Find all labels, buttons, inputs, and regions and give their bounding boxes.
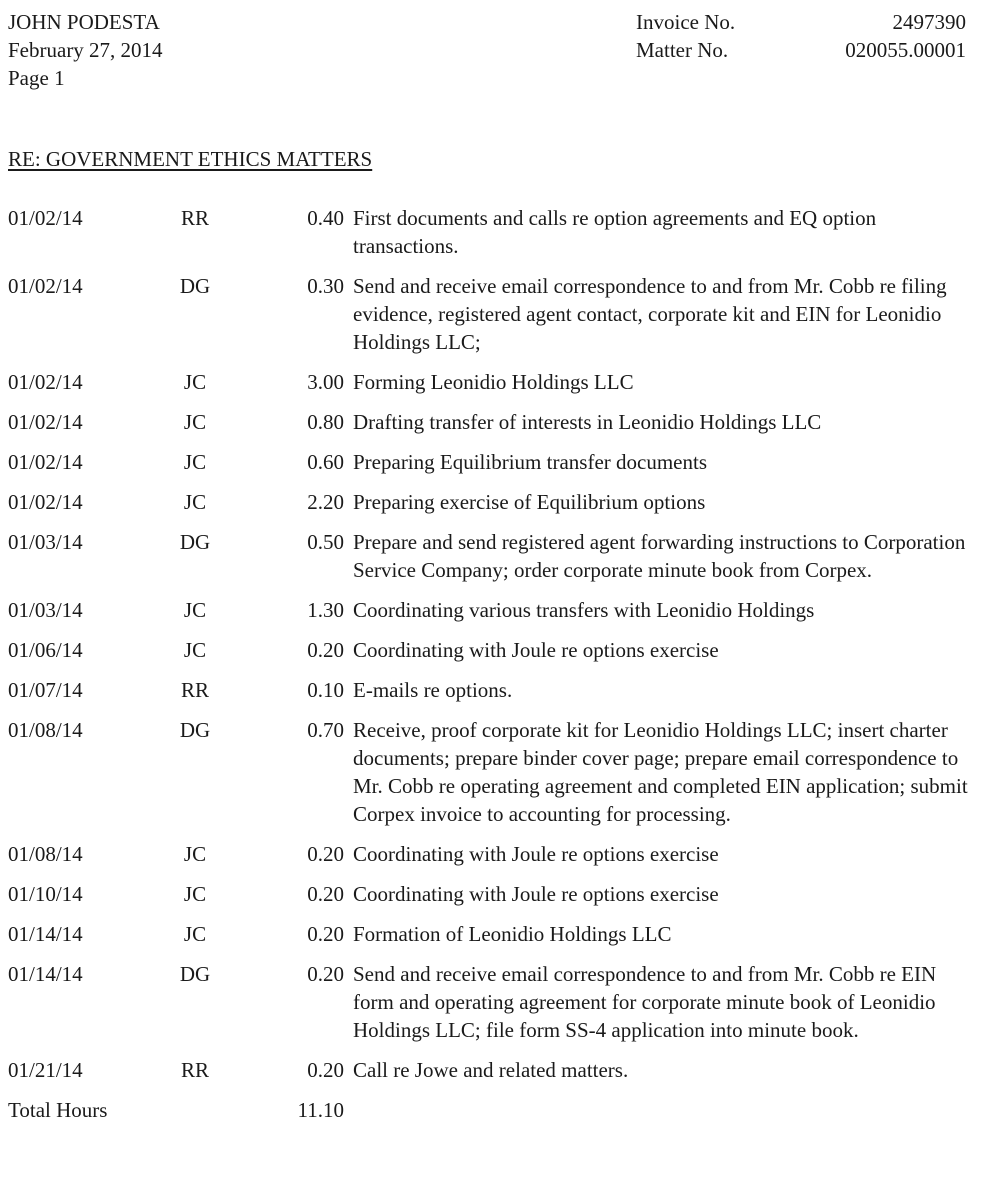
- entry-hours: 0.80: [307, 410, 344, 434]
- invoice-number-row: [636, 8, 966, 36]
- time-entry: [0, 488, 996, 516]
- entry-hours: 1.30: [307, 598, 344, 622]
- time-entry: [0, 408, 996, 436]
- entry-date: 01/02/14: [8, 410, 83, 434]
- entry-hours: 0.20: [307, 842, 344, 866]
- entry-initials: RR: [180, 206, 209, 230]
- entry-initials: JC: [183, 490, 207, 514]
- entry-date: 01/08/14: [8, 718, 83, 742]
- time-entry: [0, 636, 996, 664]
- page-number: Page 1: [8, 66, 65, 90]
- entry-description: Formation of Leonidio Holdings LLC: [353, 922, 672, 946]
- time-entry: [0, 528, 996, 584]
- entry-hours: 3.00: [307, 370, 344, 394]
- invoice-number-value: 2497390: [892, 10, 966, 34]
- entry-date: 01/07/14: [8, 678, 83, 702]
- entry-date: 01/14/14: [8, 962, 83, 986]
- entry-hours: 0.20: [307, 962, 344, 986]
- time-entry: [0, 960, 996, 1044]
- time-entry: [0, 676, 996, 704]
- entry-date: 01/02/14: [8, 206, 83, 230]
- entry-initials: JC: [183, 638, 207, 662]
- entry-hours: 0.50: [307, 530, 344, 554]
- invoice-number-label: Invoice No.: [636, 10, 736, 34]
- entry-hours: 0.40: [307, 206, 344, 230]
- client-header: [8, 8, 163, 92]
- total-hours-row: [0, 1096, 996, 1124]
- invoice-date: February 27, 2014: [8, 38, 163, 62]
- entry-description: Coordinating with Joule re options exercise: [353, 638, 719, 662]
- entry-initials: JC: [183, 370, 207, 394]
- time-entry: [0, 880, 996, 908]
- entry-description: Preparing exercise of Equilibrium options: [353, 490, 706, 514]
- entry-description: Coordinating with Joule re options exercise: [353, 842, 719, 866]
- entry-date: 01/10/14: [8, 882, 83, 906]
- entry-initials: JC: [183, 598, 207, 622]
- entry-initials: JC: [183, 842, 207, 866]
- entry-description: Receive, proof corporate kit for Leonidio Holdings LLC; insert charter documents; prepare binder cover page; prepare email correspondence to Mr. Cobb re operating agreement and completed EIN application; submit Corpex invoice to accounting for processing.: [353, 718, 968, 826]
- entry-hours: 0.20: [307, 922, 344, 946]
- entry-date: 01/14/14: [8, 922, 83, 946]
- entry-hours: 0.10: [307, 678, 344, 702]
- entry-initials: DG: [179, 530, 211, 554]
- entry-date: 01/06/14: [8, 638, 83, 662]
- entry-hours: 0.20: [307, 882, 344, 906]
- entry-date: 01/21/14: [8, 1058, 83, 1082]
- entry-initials: JC: [183, 450, 207, 474]
- entry-date: 01/08/14: [8, 842, 83, 866]
- time-entries: [0, 204, 996, 1124]
- entry-initials: DG: [179, 718, 211, 742]
- matter-number-label: Matter No.: [636, 38, 729, 62]
- entry-description: Coordinating various transfers with Leonidio Holdings: [353, 598, 815, 622]
- entry-initials: JC: [183, 922, 207, 946]
- entry-initials: DG: [179, 274, 211, 298]
- time-entry: [0, 596, 996, 624]
- total-hours-value: 11.10: [297, 1098, 344, 1122]
- invoice-reference: [636, 8, 966, 64]
- entry-date: 01/02/14: [8, 370, 83, 394]
- entry-description: Forming Leonidio Holdings LLC: [353, 370, 634, 394]
- entry-date: 01/02/14: [8, 274, 83, 298]
- entry-hours: 0.30: [307, 274, 344, 298]
- time-entry: [0, 840, 996, 868]
- entry-hours: 0.20: [307, 1058, 344, 1082]
- entry-description: Drafting transfer of interests in Leonidio Holdings LLC: [353, 410, 822, 434]
- entry-description: Prepare and send registered agent forwarding instructions to Corporation Service Company; order corporate minute book from Corpex.: [353, 530, 966, 582]
- entry-hours: 2.20: [307, 490, 344, 514]
- time-entry: [0, 716, 996, 828]
- entry-date: 01/03/14: [8, 598, 83, 622]
- client-name: JOHN PODESTA: [8, 10, 160, 34]
- matter-number-value: 020055.00001: [845, 38, 966, 62]
- entry-date: 01/03/14: [8, 530, 83, 554]
- entry-date: 01/02/14: [8, 450, 83, 474]
- entry-initials: RR: [180, 1058, 209, 1082]
- time-entry: [0, 1056, 996, 1084]
- entry-description: Send and receive email correspondence to and from Mr. Cobb re EIN form and operating agreement for corporate minute book of Leonidio Holdings LLC; file form SS-4 application into minute book.: [353, 962, 937, 1042]
- entry-initials: JC: [183, 882, 207, 906]
- entry-hours: 0.20: [307, 638, 344, 662]
- entry-description: Call re Jowe and related matters.: [353, 1058, 629, 1082]
- matter-title: RE: GOVERNMENT ETHICS MATTERS: [8, 147, 373, 171]
- entry-description: Send and receive email correspondence to and from Mr. Cobb re filing evidence, registered agent contact, corporate kit and EIN for Leonidio Holdings LLC;: [353, 274, 947, 354]
- time-entry: [0, 448, 996, 476]
- matter-number-row: [636, 36, 966, 64]
- time-entry: [0, 920, 996, 948]
- entry-description: Preparing Equilibrium transfer documents: [353, 450, 707, 474]
- entry-initials: DG: [179, 962, 211, 986]
- time-entry: [0, 204, 996, 260]
- time-entry: [0, 368, 996, 396]
- entry-initials: JC: [183, 410, 207, 434]
- time-entry: [0, 272, 996, 356]
- total-hours-label: Total Hours: [8, 1098, 108, 1122]
- entry-hours: 0.60: [307, 450, 344, 474]
- entry-description: Coordinating with Joule re options exercise: [353, 882, 719, 906]
- entry-initials: RR: [180, 678, 209, 702]
- entry-date: 01/02/14: [8, 490, 83, 514]
- entry-description: First documents and calls re option agreements and EQ option transactions.: [353, 206, 877, 258]
- entry-hours: 0.70: [307, 718, 344, 742]
- entry-description: E-mails re options.: [353, 678, 513, 702]
